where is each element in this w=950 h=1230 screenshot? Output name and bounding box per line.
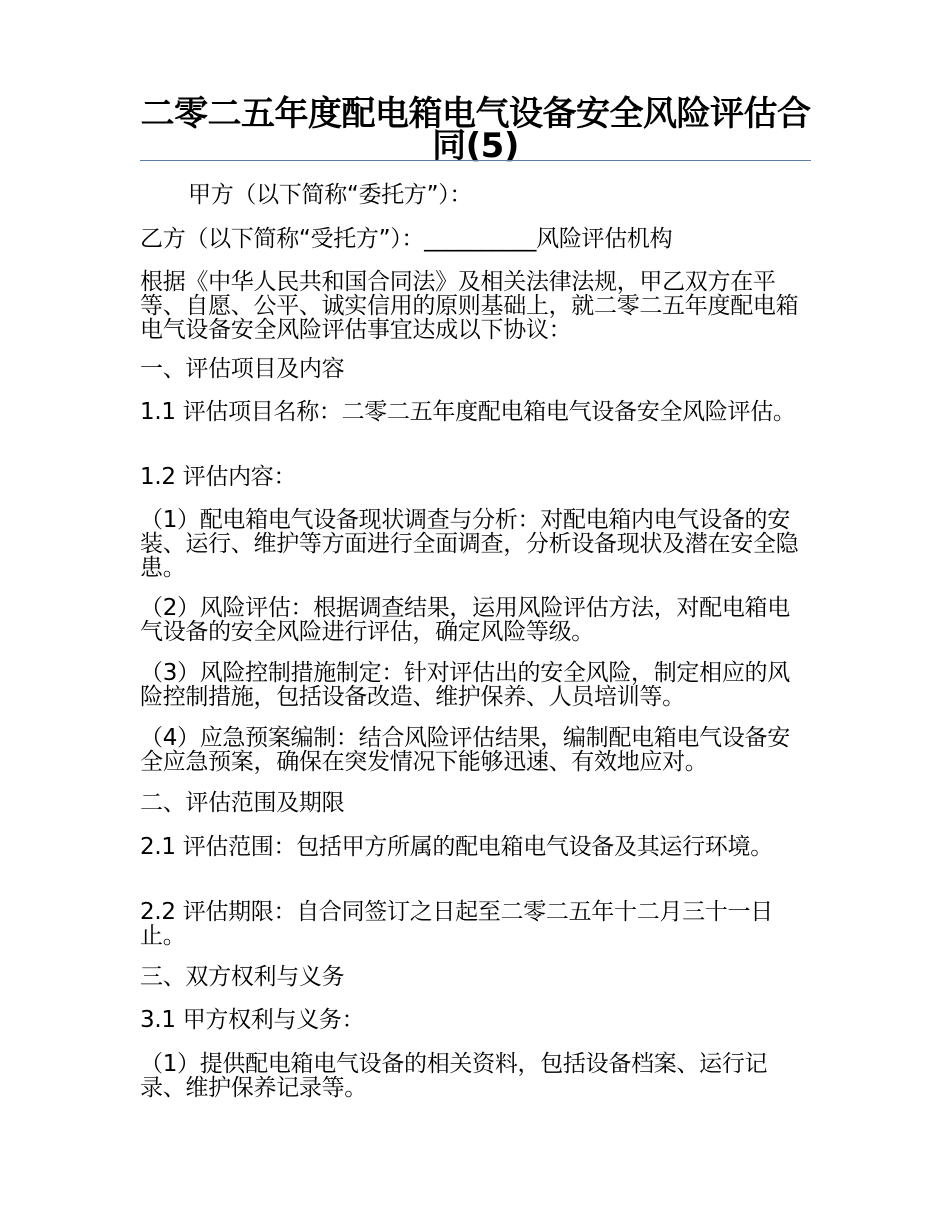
section-1-heading: 一、评估项目及内容 — [140, 356, 345, 382]
clause-2-2: 2.2 评估期限：自合同签订之日起至二零二五年十二月三十一日止。 — [140, 899, 773, 949]
party-b-line: 乙方（以下简称“受托方”）：__________风险评估机构 — [140, 226, 673, 252]
title-divider — [140, 160, 811, 161]
preamble-paragraph: 根据《中华人民共和国合同法》及相关法律法规，甲乙双方在平等、自愿、公平、诚实信用的原则基础上，就二零二五年度配电箱电气设备安全风险评估事宜达成以下协议： — [140, 269, 799, 343]
clause-1-2: 1.2 评估内容： — [140, 464, 297, 490]
party-a-line: 甲方（以下简称“委托方”）： — [188, 182, 473, 208]
clause-1-2-item-3: （3）风险控制措施制定：针对评估出的安全风险，制定相应的风险控制措施，包括设备改造、维护保养、人员培训等。 — [140, 660, 790, 710]
clause-1-2-item-4: （4）应急预案编制：结合风险评估结果，编制配电箱电气设备安全应急预案，确保在突发情况下能够迅速、有效地应对。 — [140, 725, 790, 775]
section-3-heading: 三、双方权利与义务 — [140, 964, 345, 990]
section-2-heading: 二、评估范围及期限 — [140, 790, 345, 816]
clause-1-1: 1.1 评估项目名称：二零二五年度配电箱电气设备安全风险评估。 — [140, 399, 796, 425]
clause-3-1-item-1: （1）提供配电箱电气设备的相关资料，包括设备档案、运行记录、维护保养记录等。 — [140, 1051, 768, 1101]
clause-1-2-item-2: （2）风险评估：根据调查结果，运用风险评估方法，对配电箱电气设备的安全风险进行评估，确定风险等级。 — [140, 595, 790, 645]
document-title: 二零二五年度配电箱电气设备安全风险评估合同(5) — [140, 94, 811, 166]
clause-1-2-item-1: （1）配电箱电气设备现状调查与分析：对配电箱内电气设备的安装、运行、维护等方面进行全面调查，分析设备现状及潜在安全隐患。 — [140, 507, 799, 581]
clause-2-1: 2.1 评估范围：包括甲方所属的配电箱电气设备及其运行环境。 — [140, 834, 773, 860]
clause-3-1: 3.1 甲方权利与义务： — [140, 1007, 365, 1033]
